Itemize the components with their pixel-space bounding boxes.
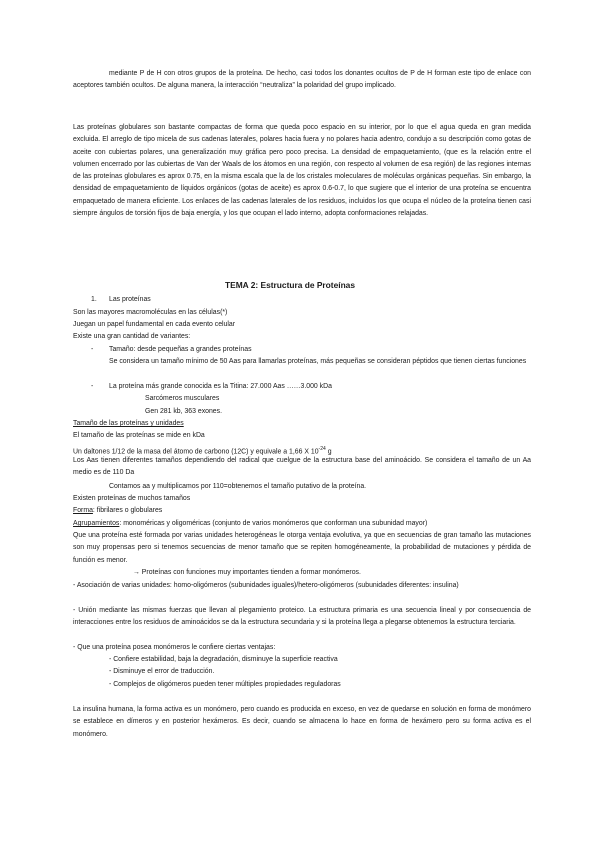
insulina-paragraph: La insulina humana, la forma activa es un monómero, pero cuando es producida en exceso, en vez de quedarse en solución en forma de monómero se establece en dímeros y en posterior hexámeros. Es decir, cuando se almacena lo hace en forma de hexámero pero su forma activa es el monómero. — [73, 706, 531, 738]
bullet-tamano-detail: Se considera un tamaño mínimo de 50 Aas para llamarlas proteínas, más pequeñas se consideran péptidos que tienen ciertas funciones — [109, 358, 527, 365]
arrow-line: → Proteínas con funciones muy importantes tienden a formar monómeros. — [133, 569, 361, 576]
bullet-dash: - — [91, 346, 94, 353]
line-macromoleculas: Son las mayores macromoléculas en las células(*) — [73, 309, 228, 316]
dalton-text: Un daltones 1/12 de la masa del átomo de carbono (12C) y equivale a 1,66 X 10 — [73, 448, 319, 456]
line-variantes: Existe una gran cantidad de variantes: — [73, 333, 191, 340]
agrupamientos-text: : monoméricas y oligoméricas (conjunto de varios monómeros que conforman una subunidad mayor) — [119, 520, 428, 527]
aas-paragraph: Los Aas tienen diferentes tamaños dependiendo del radical que cuelgue de la estructura base del aminoácido. Se considera el tamaño de un Aa medio es de 110 Da — [73, 457, 531, 477]
dalton-exponent: -24 — [318, 446, 326, 452]
dalton-unit: g — [325, 448, 332, 456]
intro-paragraph: mediante P de H con otros grupos de la proteína. De hecho, casi todos los donantes ocultos de P de H forman este tipo de enlace con aceptores también ocultos. De alguna manera, la interacción “neutraliza” la polaridad del grupo implicado. — [73, 70, 531, 90]
line-kda: El tamaño de las proteínas se mide en kDa — [73, 432, 205, 439]
bullet-titina: La proteína más grande conocida es la Titina: 27.000 Aas ……3.000 kDa — [109, 383, 332, 390]
section-1-number: 1. — [91, 296, 97, 303]
subheading-tamano: Tamaño de las proteínas y unidades — [73, 420, 184, 427]
asociacion-paragraph: - Asociación de varias unidades: homo-oligómeros (subunidades iguales)/hetero-oligómeros (subunidades diferentes: insulina) — [73, 582, 459, 589]
forma-label: Forma — [73, 507, 93, 514]
union-paragraph: - Unión mediante las mismas fuerzas que llevan al plegamiento proteico. La estructura primaria es una secuencia lineal y por consecuencia de interacciones entre los residuos de aminoácidos se da la estructura secundaria y si la proteína llega a plegarse obtenemos la estructura terciaria. — [73, 607, 531, 627]
agrupamientos-label: Agrupamientos — [73, 520, 120, 527]
ventaja-3: - Complejos de oligómeros pueden tener múltiples propiedades reguladoras — [109, 681, 341, 688]
line-ventajas: - Que una proteína posea monómeros le confiere ciertas ventajas: — [73, 644, 276, 651]
line-agrupamientos — [73, 518, 427, 530]
line-papel: Juegan un papel fundamental en cada evento celular — [73, 321, 236, 328]
bullet-dash: - — [91, 383, 94, 390]
line-sarcomeros: Sarcómeros musculares — [145, 395, 220, 402]
bullet-tamano: Tamaño: desde pequeñas a grandes proteínas — [109, 346, 252, 353]
ventaja-2: - Disminuye el error de traducción. — [109, 668, 215, 675]
globular-paragraph: Las proteínas globulares son bastante compactas de forma que queda poco espacio en su interior, por lo que el agua queda en gran medida excluida. El arreglo de tipo micela de sus cadenas laterales, polares hacia fuera y no polares hacia adentro, condujo a su descripción como gotas de aceite con cubiertas polares, una generalización muy gráfica pero poco precisa. La densidad de empaquetamiento, (que es la relación entre el volumen encerrado por las cubiertas de Van der Waals de los átomos en una región, con respecto al volumen de esa región) de las regiones internas de las proteínas globulares es aprox 0.75, en la misma escala que la de los cristales moleculares de moléculas orgánicas pequeñas. Sin embargo, la densidad de empaquetamiento de líquidos orgánicos (gotas de aceite) es aprox 0.6-0.7, lo que sugiere que el interior de una proteína se encuentra empaquetado de manera eficiente. Los enlaces de las cadenas laterales de los residuos, incluidos los que ocupa el núcleo de la proteína tienen casi siempre ángulos de torsión fijos de baja energía, y los que ocupan el lado interno, adopta conformaciones relajadas. — [73, 124, 531, 218]
section-1-heading: Las proteínas — [109, 296, 151, 303]
section-title: TEMA 2: Estructura de Proteínas — [225, 280, 355, 290]
line-forma — [73, 505, 162, 517]
line-existen: Existen proteínas de muchos tamaños — [73, 495, 191, 502]
line-gen: Gen 281 kb, 363 exones. — [145, 408, 223, 415]
line-contamos: Contamos aa y multiplicamos por 110=obtenemos el tamaño putativo de la proteína. — [109, 483, 367, 490]
forma-text: : fibrilares o globulares — [92, 507, 163, 514]
monomero-paragraph: Que una proteína esté formada por varias unidades heterogéneas le otorga ventaja evolutiva, ya que en secuencias de gran tamaño las mutaciones son muy propensas pero si tenemos secuencias de menor tamaño que se repiten homogéneamente, la probabilidad de mutaciones y pérdida de función es menor. — [73, 532, 531, 564]
ventaja-1: - Confiere estabilidad, baja la degradación, disminuye la superficie reactiva — [109, 656, 338, 663]
